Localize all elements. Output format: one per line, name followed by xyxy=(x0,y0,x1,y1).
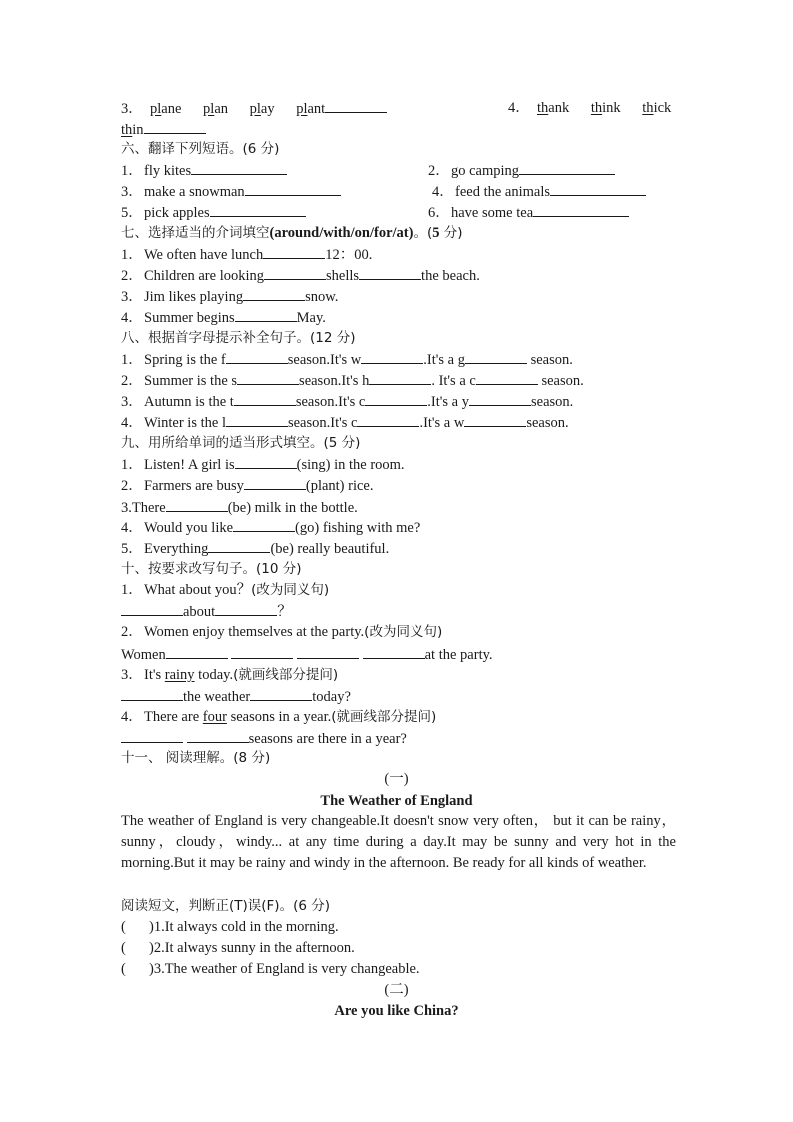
answer-blank[interactable] xyxy=(226,350,288,364)
answer-blank[interactable] xyxy=(237,371,299,385)
answer-blank[interactable] xyxy=(363,645,425,659)
answer-blank[interactable] xyxy=(231,645,293,659)
section9-heading: 九、用所给单词的适当形式填空。(5 分) xyxy=(121,435,361,451)
answer-blank[interactable] xyxy=(244,476,306,490)
passage2-title: Are you like China? xyxy=(334,1003,459,1019)
s9-item-5: 5．Everything (be) really beautiful. xyxy=(121,541,390,557)
answer-blank[interactable] xyxy=(369,371,431,385)
word-plant: plant xyxy=(296,101,326,117)
s6-item-4: 4．feed the animals xyxy=(432,182,646,200)
answer-blank[interactable] xyxy=(325,99,387,113)
word-think: think xyxy=(590,100,621,116)
passage1-text: The weather of England is very changeable.It doesn't snow very often， but it can be rainy，sunny，cloudy，windy... at any time during a day.It may be sunny and very hot in the morning.But it may be rainy and windy in the afternoon. Be ready for all kinds of weather. xyxy=(121,813,676,871)
answer-blank[interactable] xyxy=(226,413,288,427)
s6-item-6: 6．have some tea xyxy=(428,203,629,221)
s10-q4-answer: seasons are there in a year? xyxy=(121,729,407,747)
passage1-label: (一) xyxy=(384,771,409,787)
s9-item-3: 3.There (be) milk in the bottle. xyxy=(121,500,358,516)
s7-item-1: 1．We often have lunch 12：00. xyxy=(121,247,373,263)
answer-blank[interactable] xyxy=(166,645,228,659)
s8-item-1: 1．Spring is the f season.It's w .It's a g season. xyxy=(121,352,573,368)
word-thin: thin xyxy=(121,122,144,138)
question-number: 3． xyxy=(121,101,143,117)
s9-item-2: 2．Farmers are busy (plant) rice. xyxy=(121,478,374,494)
answer-blank[interactable] xyxy=(297,645,359,659)
word-thick: thick xyxy=(642,100,672,116)
answer-blank[interactable] xyxy=(250,687,312,701)
section6-heading: 六、翻译下列短语。(6 分) xyxy=(121,141,280,157)
section8-heading: 八、根据首字母提示补全句子。(12 分) xyxy=(121,330,356,346)
answer-blank[interactable] xyxy=(464,413,526,427)
answer-blank[interactable] xyxy=(361,350,423,364)
s7-item-3: 3．Jim likes playing snow. xyxy=(121,289,339,305)
answer-blank[interactable] xyxy=(365,392,427,406)
s6-item-2: 2．go camping xyxy=(428,161,615,179)
s10-q1: 1．What about you？(改为同义句) xyxy=(121,582,330,598)
answer-blank[interactable] xyxy=(550,182,646,196)
s10-q1-answer: about ？ xyxy=(121,602,292,620)
tf-item-3: ( )3.The weather of England is very changeable. xyxy=(121,961,420,977)
s10-q2-answer: Women at the party. xyxy=(121,647,493,663)
word-play: play xyxy=(249,101,275,117)
q5-4-wrap xyxy=(121,120,206,138)
answer-blank[interactable] xyxy=(166,498,228,512)
s10-q4: 4．There are four seasons in a year.(就画线部分提问) xyxy=(121,709,437,725)
answer-blank[interactable] xyxy=(121,602,183,616)
answer-blank[interactable] xyxy=(121,687,183,701)
s10-q3: 3．It's rainy today.(就画线部分提问) xyxy=(121,667,339,683)
answer-blank[interactable] xyxy=(264,266,326,280)
section10-heading: 十、按要求改写句子。(10 分) xyxy=(121,561,302,577)
answer-blank[interactable] xyxy=(465,350,527,364)
answer-blank[interactable] xyxy=(359,266,421,280)
passage1-title: The Weather of England xyxy=(320,793,473,809)
s6-item-1: 1．fly kites xyxy=(121,161,287,179)
answer-blank[interactable] xyxy=(243,287,305,301)
s7-item-2: 2．Children are looking shells the beach. xyxy=(121,268,480,284)
answer-blank[interactable] xyxy=(187,729,249,743)
section11-heading: 十一、 阅读理解。(8 分) xyxy=(121,750,271,766)
answer-blank[interactable] xyxy=(215,602,277,616)
answer-blank[interactable] xyxy=(144,120,206,134)
s9-item-4: 4．Would you like (go) fishing with me? xyxy=(121,520,421,536)
answer-blank[interactable] xyxy=(519,161,615,175)
answer-blank[interactable] xyxy=(533,203,629,217)
answer-blank[interactable] xyxy=(476,371,538,385)
tf-item-1: ( )1.It always cold in the morning. xyxy=(121,919,339,935)
answer-blank[interactable] xyxy=(469,392,531,406)
answer-blank[interactable] xyxy=(245,182,341,196)
answer-blank[interactable] xyxy=(191,161,287,175)
tf-item-2: ( )2.It always sunny in the afternoon. xyxy=(121,940,355,956)
question-number: 4． xyxy=(508,100,530,116)
q5-3-row xyxy=(121,99,387,117)
answer-blank[interactable] xyxy=(234,392,296,406)
s8-item-3: 3．Autumn is the t season.It's c .It's a y season. xyxy=(121,394,574,410)
word-plane: plane xyxy=(150,101,182,117)
answer-blank[interactable] xyxy=(233,518,295,532)
answer-blank[interactable] xyxy=(235,455,297,469)
answer-blank[interactable] xyxy=(208,539,270,553)
answer-blank[interactable] xyxy=(210,203,306,217)
answer-blank[interactable] xyxy=(121,729,183,743)
passage1-instruction: 阅读短文，判断正(T)误(F)。(6 分) xyxy=(121,898,330,914)
answer-blank[interactable] xyxy=(263,245,325,259)
s6-item-5: 5．pick apples xyxy=(121,203,306,221)
section7-heading: 七、选择适当的介词填空(around/with/on/for/at)。(5 分) xyxy=(121,225,463,241)
s8-item-4: 4．Winter is the l season.It's c .It's a w season. xyxy=(121,415,569,431)
answer-bracket[interactable]: ( xyxy=(121,961,126,977)
answer-bracket[interactable]: ( xyxy=(121,940,126,956)
answer-blank[interactable] xyxy=(235,308,297,322)
answer-blank[interactable] xyxy=(357,413,419,427)
word-thank: thank xyxy=(537,100,570,116)
s8-item-2: 2．Summer is the s season.It's h . It's a c season. xyxy=(121,373,584,389)
s6-item-3: 3．make a snowman xyxy=(121,182,341,200)
s10-q3-answer: the weather today? xyxy=(121,687,351,705)
s7-item-4: 4．Summer begins May. xyxy=(121,310,326,326)
s10-q2: 2．Women enjoy themselves at the party.(改为同义句) xyxy=(121,624,443,640)
s9-item-1: 1．Listen! A girl is (sing) in the room. xyxy=(121,457,405,473)
word-plan: plan xyxy=(203,101,228,117)
passage2-label: (二) xyxy=(384,982,409,998)
q5-4-row xyxy=(508,99,671,117)
answer-bracket[interactable]: ( xyxy=(121,919,126,935)
